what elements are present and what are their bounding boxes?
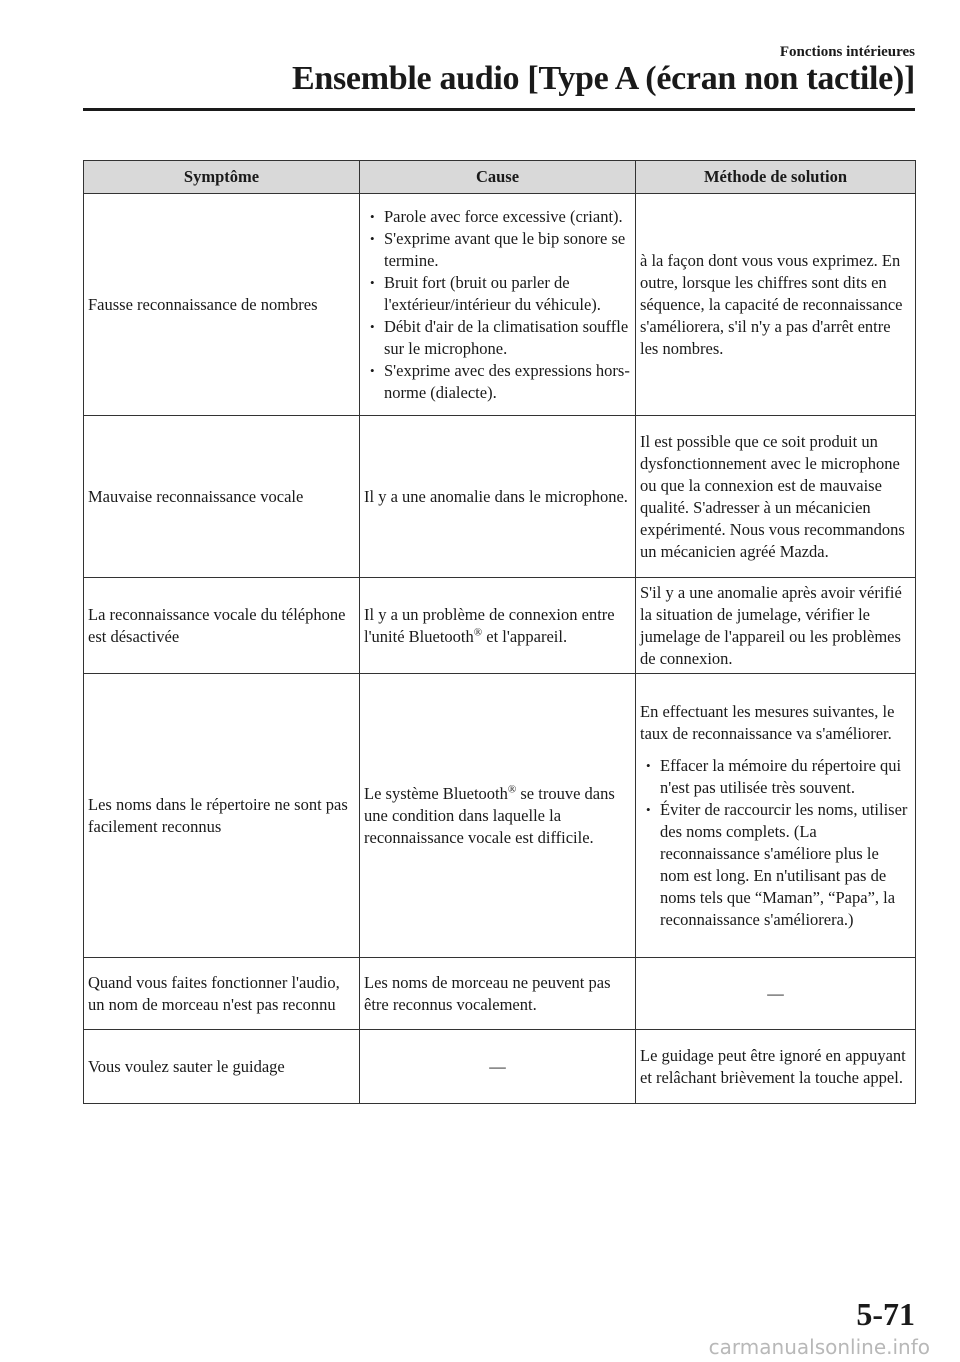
cause-cell: Les noms de morceau ne peuvent pas être reconnus vocalement. [360, 958, 636, 1030]
registered-mark: ® [507, 783, 517, 795]
spacer [640, 745, 911, 755]
solution-list [640, 755, 911, 931]
symptom-cell: Fausse reconnaissance de nombres [84, 194, 360, 416]
solution-intro: En effectuant les mesures suivantes, le taux de reconnaissance va s'améliorer. [640, 701, 895, 743]
cause-cell [360, 578, 636, 674]
column-header-cause: Cause [360, 161, 636, 194]
cause-cell [360, 194, 636, 416]
table-header-row [84, 161, 916, 194]
column-header-solution: Méthode de solution [636, 161, 916, 194]
symptom-cell: La reconnaissance vocale du téléphone est désactivée [84, 578, 360, 674]
cause-cell: Il y a une anomalie dans le microphone. [360, 416, 636, 578]
solution-cell: ― [636, 958, 916, 1030]
table-row [84, 958, 916, 1030]
table-row [84, 416, 916, 578]
list-item: • S'exprime avec des expressions hors-norme (dialecte). [364, 360, 631, 404]
solution-cell: Le guidage peut être ignoré en appuyant et relâchant brièvement la touche appel. [636, 1030, 916, 1104]
list-item: • Bruit fort (bruit ou parler de l'extérieur/intérieur du véhicule). [364, 272, 631, 316]
section-label: Fonctions intérieures [779, 44, 915, 60]
list-item: • Effacer la mémoire du répertoire qui n'est pas utilisée très souvent. [640, 755, 911, 799]
troubleshooting-table [83, 160, 916, 1104]
cause-text: Il y a un problème de connexion entre l'unité Bluetooth [364, 604, 615, 646]
symptom-cell: Les noms dans le répertoire ne sont pas facilement reconnus [84, 674, 360, 958]
column-header-symptom: Symptôme [84, 161, 360, 194]
solution-cell [636, 674, 916, 958]
cause-text: se trouve dans une condition dans laquelle la reconnaissance vocale est difficile. [364, 783, 615, 847]
symptom-cell: Quand vous faites fonctionner l'audio, un nom de morceau n'est pas reconnu [84, 958, 360, 1030]
cause-cell [360, 674, 636, 958]
symptom-cell: Vous voulez sauter le guidage [84, 1030, 360, 1104]
cause-text: Le système Bluetooth [364, 783, 508, 803]
list-item: • Débit d'air de la climatisation souffle sur le microphone. [364, 316, 631, 360]
list-item: • S'exprime avant que le bip sonore se termine. [364, 228, 631, 272]
table-row [84, 578, 916, 674]
cause-text: et l'appareil. [482, 626, 568, 646]
table-row [84, 1030, 916, 1104]
page-title: Ensemble audio [Type A (écran non tactile)] [291, 60, 915, 97]
solution-cell: S'il y a une anomalie après avoir vérifié la situation de jumelage, vérifier le jumelage de l'appareil ou les problèmes de connexion. [636, 578, 916, 674]
solution-cell: à la façon dont vous vous exprimez. En outre, lorsque les chiffres sont dits en séquence, la capacité de reconnaissance s'améliorera, s'il n'y a pas d'arrêt entre les nombres. [636, 194, 916, 416]
watermark: carmanualsonline.info [708, 1335, 930, 1359]
header-divider [83, 108, 915, 111]
solution-cell: Il est possible que ce soit produit un dysfonctionnement avec le microphone ou que la connexion est de mauvaise qualité. S'adresser à un mécanicien expérimenté. Nous vous recommandons un mécanicien agréé Mazda. [636, 416, 916, 578]
page-number: 5-71 [856, 1296, 915, 1332]
table-row [84, 674, 916, 958]
list-item: • Parole avec force excessive (criant). [364, 206, 631, 228]
registered-mark: ® [473, 626, 483, 638]
cause-cell: ― [360, 1030, 636, 1104]
symptom-cell: Mauvaise reconnaissance vocale [84, 416, 360, 578]
cause-list [364, 206, 631, 404]
table-row [84, 194, 916, 416]
list-item: • Éviter de raccourcir les noms, utiliser des noms complets. (La reconnaissance s'améliore plus le nom est long. En n'utilisant pas de noms tels que “Maman”, “Papa”, la reconnaissance s'améliorera.) [640, 799, 911, 931]
